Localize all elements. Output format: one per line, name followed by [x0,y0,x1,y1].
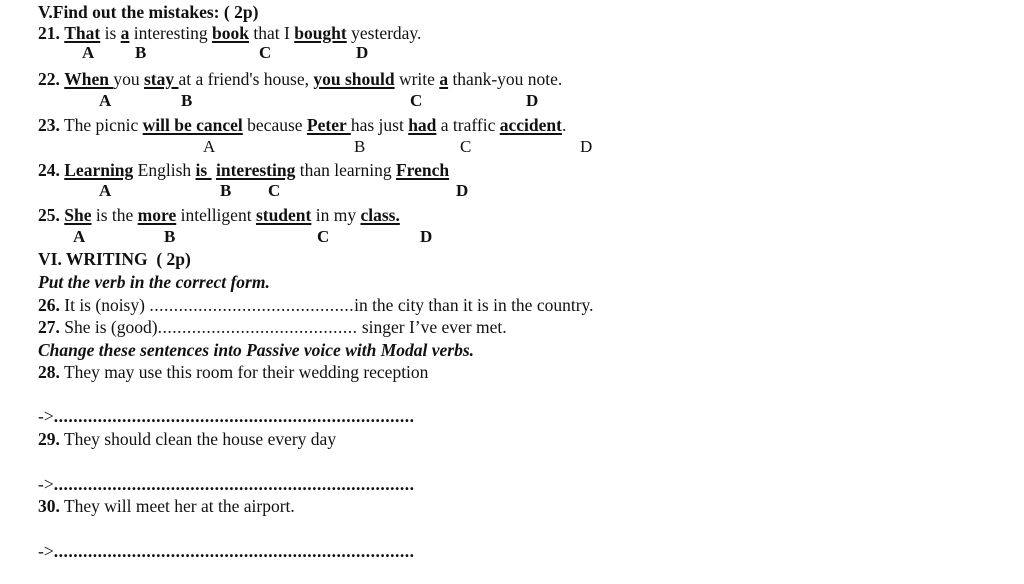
question-22 [38,69,562,89]
option-d-label: D [420,227,433,246]
question-25 [38,205,400,225]
option-c-phrase: had [408,115,437,135]
question-number: 21. [38,23,60,43]
option-a-label: A [203,137,216,156]
sentence-text: yesterday. [346,23,422,43]
question-24 [38,160,449,180]
answer-letters-25 [0,228,700,246]
question-number: 30. [38,496,60,516]
answer-blank[interactable]: ......................................... [157,317,358,337]
option-d-phrase: class. [360,205,400,225]
option-d-label: D [356,43,369,62]
option-c-phrase: student [255,205,312,225]
sentence-text: They should clean the house every day [63,429,337,449]
answer-blank[interactable]: .......................................................................... [53,406,415,426]
sentence-text: than learning [295,160,396,180]
option-c-phrase: interesting [215,160,296,180]
option-a-label: A [73,227,86,246]
option-b-phrase: stay [143,69,179,89]
question-21 [38,23,421,43]
sentence-text: in my [311,205,361,225]
option-d-phrase: a [439,69,449,89]
section-6-title: VI. WRITING ( 2p) [38,249,191,269]
question-27 [38,317,507,337]
option-b-label: B [220,181,232,200]
instruction-verb-form: Put the verb in the correct form. [38,272,270,292]
option-a-phrase: When [64,69,114,89]
option-b-label: B [164,227,176,246]
answer-letters-23 [0,138,700,156]
question-26 [38,295,594,315]
sentence-text: She is (good) [64,317,158,337]
answer-letters-22 [0,92,700,110]
option-a-phrase: will be cancel [142,115,243,135]
answer-line-30[interactable] [38,541,414,561]
option-c-label: C [317,227,330,246]
sentence-text: The picnic [63,115,143,135]
sentence-text: has just [350,115,409,135]
option-d-phrase: French [395,160,450,180]
option-b-phrase: a [120,23,130,43]
question-28 [38,362,428,382]
section-5-title: V.Find out the mistakes: ( 2p) [38,2,259,22]
sentence-text: . [561,115,567,135]
sentence-text: write [394,69,440,89]
sentence-text: you [113,69,144,89]
option-b-label: B [181,91,193,110]
option-a-label: A [99,91,112,110]
option-c-phrase: book [212,23,250,43]
sentence-text: that I [249,23,295,43]
question-number: 23. [38,115,60,135]
instruction-passive-voice: Change these sentences into Passive voice with Modal verbs. [38,340,475,360]
arrow-icon: -> [38,406,54,426]
option-a-phrase: That [64,23,101,43]
option-b-phrase: is [195,160,212,180]
option-b-label: B [354,137,366,156]
option-c-phrase: you should [313,69,395,89]
question-number: 25. [38,205,60,225]
answer-blank[interactable]: .......................................... [149,295,355,315]
sentence-text: because [242,115,307,135]
question-23 [38,115,566,135]
answer-letters-24 [0,182,700,200]
sentence-text: in the city than it is in the country. [354,295,594,315]
question-number: 26. [38,295,60,315]
question-30 [38,496,295,516]
option-d-phrase: accident [499,115,562,135]
question-number: 28. [38,362,60,382]
option-d-label: D [526,91,539,110]
sentence-text: It is (noisy) [64,295,150,315]
option-a-phrase: She [64,205,92,225]
sentence-text: intelligent [176,205,256,225]
option-c-label: C [259,43,272,62]
option-d-label: D [580,137,593,156]
sentence-text: English [133,160,196,180]
sentence-text: They will meet her at the airport. [63,496,295,516]
arrow-icon: -> [38,541,54,561]
sentence-text: is [100,23,121,43]
option-a-label: A [99,181,112,200]
sentence-text: They may use this room for their wedding reception [63,362,429,382]
option-d-label: D [456,181,469,200]
question-number: 27. [38,317,60,337]
option-d-phrase: bought [294,23,347,43]
question-number: 24. [38,160,60,180]
sentence-text: is the [91,205,138,225]
answer-line-28[interactable] [38,406,414,426]
option-b-phrase: more [137,205,177,225]
option-b-phrase: Peter [306,115,351,135]
option-c-label: C [460,137,472,156]
sentence-text: thank-you note. [448,69,563,89]
option-a-phrase: Learning [64,160,134,180]
sentence-text: singer I’ve ever met. [357,317,507,337]
option-b-label: B [135,43,147,62]
sentence-text: interesting [129,23,213,43]
question-29 [38,429,336,449]
answer-blank[interactable]: .......................................................................... [53,541,415,561]
sentence-text: a traffic [436,115,500,135]
answer-blank[interactable]: .......................................................................... [53,474,415,494]
answer-letters-21 [0,44,700,62]
option-c-label: C [268,181,281,200]
question-number: 29. [38,429,60,449]
option-c-label: C [410,91,423,110]
answer-line-29[interactable] [38,474,414,494]
question-number: 22. [38,69,60,89]
option-a-label: A [82,43,95,62]
arrow-icon: -> [38,474,54,494]
sentence-text: at a friend's house, [178,69,314,89]
